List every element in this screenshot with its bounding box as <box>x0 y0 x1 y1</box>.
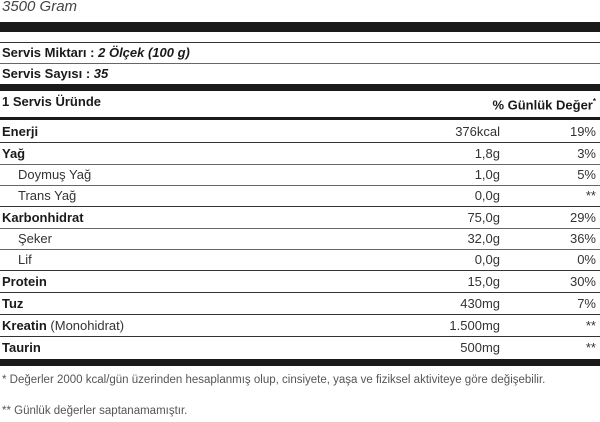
servings-per-container <box>2 66 108 81</box>
bottom-bar-divider <box>0 359 600 366</box>
nutrient-name: Trans Yağ <box>18 188 77 203</box>
nutrient-row-sugar <box>0 228 600 249</box>
nutrient-row-carbohydrate <box>0 207 600 228</box>
nutrient-amount: 500mg <box>460 340 500 355</box>
nutrient-daily-value: 30% <box>569 274 596 289</box>
nutrient-amount: 32,0g <box>467 231 500 246</box>
nutrient-daily-value: ** <box>585 318 596 333</box>
nutrient-amount: 1,0g <box>474 167 500 182</box>
nutrient-row-taurine <box>0 337 600 358</box>
divider <box>0 42 600 43</box>
serving-size <box>2 45 190 60</box>
nutrient-daily-value: 5% <box>577 167 596 182</box>
nutrient-daily-value: 3% <box>577 146 596 161</box>
nutrient-amount: 376kcal <box>455 124 500 139</box>
nutrient-amount: 1,8g <box>474 146 500 161</box>
nutrient-amount: 0,0g <box>474 252 500 267</box>
header-bar-divider <box>0 117 600 120</box>
package-weight: 3500 Gram <box>2 0 78 15</box>
nutrient-row-creatine <box>0 315 600 336</box>
nutrient-row-fiber <box>0 249 600 270</box>
nutrient-name: Enerji <box>2 124 39 139</box>
top-bar-divider <box>0 22 600 32</box>
nutrient-row-protein <box>0 271 600 292</box>
daily-value-header <box>492 97 596 112</box>
serving-size-value: 2 Ölçek (100 g) <box>98 45 190 60</box>
serving-count-value: 35 <box>93 66 109 81</box>
nutrient-name-text: Kreatin <box>2 318 47 333</box>
daily-value-header-mark: * <box>592 97 596 106</box>
nutrient-row-saturated-fat <box>0 164 600 185</box>
serving-count-label: Servis Sayısı : <box>2 66 94 81</box>
footnote-not-established: ** Günlük değerler saptanamamıştır. <box>2 405 188 417</box>
nutrient-name-extra: (Monohidrat) <box>46 318 125 333</box>
nutrient-daily-value: 7% <box>577 296 596 311</box>
nutrient-row-energy <box>0 121 600 142</box>
per-serving-header: 1 Servis Üründe <box>2 94 101 109</box>
nutrient-amount: 0,0g <box>474 188 500 203</box>
nutrient-name: Karbonhidrat <box>2 210 84 225</box>
nutrient-row-fat <box>0 143 600 164</box>
nutrient-amount: 15,0g <box>467 274 500 289</box>
nutrient-name: Yağ <box>2 146 26 161</box>
nutrient-amount: 1.500mg <box>449 318 500 333</box>
nutrient-daily-value: 29% <box>569 210 596 225</box>
nutrient-name: Protein <box>2 274 47 289</box>
daily-value-header-text: % Günlük Değer <box>492 97 593 113</box>
nutrient-name: Tuz <box>2 296 24 311</box>
nutrient-row-trans-fat <box>0 185 600 206</box>
nutrient-daily-value: 19% <box>569 124 596 139</box>
nutrient-row-salt <box>0 293 600 314</box>
nutrient-amount: 430mg <box>460 296 500 311</box>
nutrient-daily-value: 36% <box>569 231 596 246</box>
footnote-daily-value: * Değerler 2000 kcal/gün üzerinden hesaplanmış olup, cinsiyete, yaşa ve fiziksel aktiviteye göre değişebilir. <box>2 374 546 386</box>
nutrient-name: Doymuş Yağ <box>18 167 92 182</box>
section-bar-divider <box>0 84 600 91</box>
nutrient-daily-value: ** <box>585 340 596 355</box>
nutrient-daily-value: 0% <box>577 252 596 267</box>
nutrient-amount: 75,0g <box>467 210 500 225</box>
nutrient-name: Lif <box>18 252 32 267</box>
nutrient-daily-value: ** <box>585 188 596 203</box>
nutrient-name <box>2 318 124 333</box>
nutrient-name: Taurin <box>2 340 41 355</box>
serving-size-label: Servis Miktarı : <box>2 45 99 60</box>
nutrient-name: Şeker <box>18 231 52 246</box>
divider <box>0 63 600 64</box>
